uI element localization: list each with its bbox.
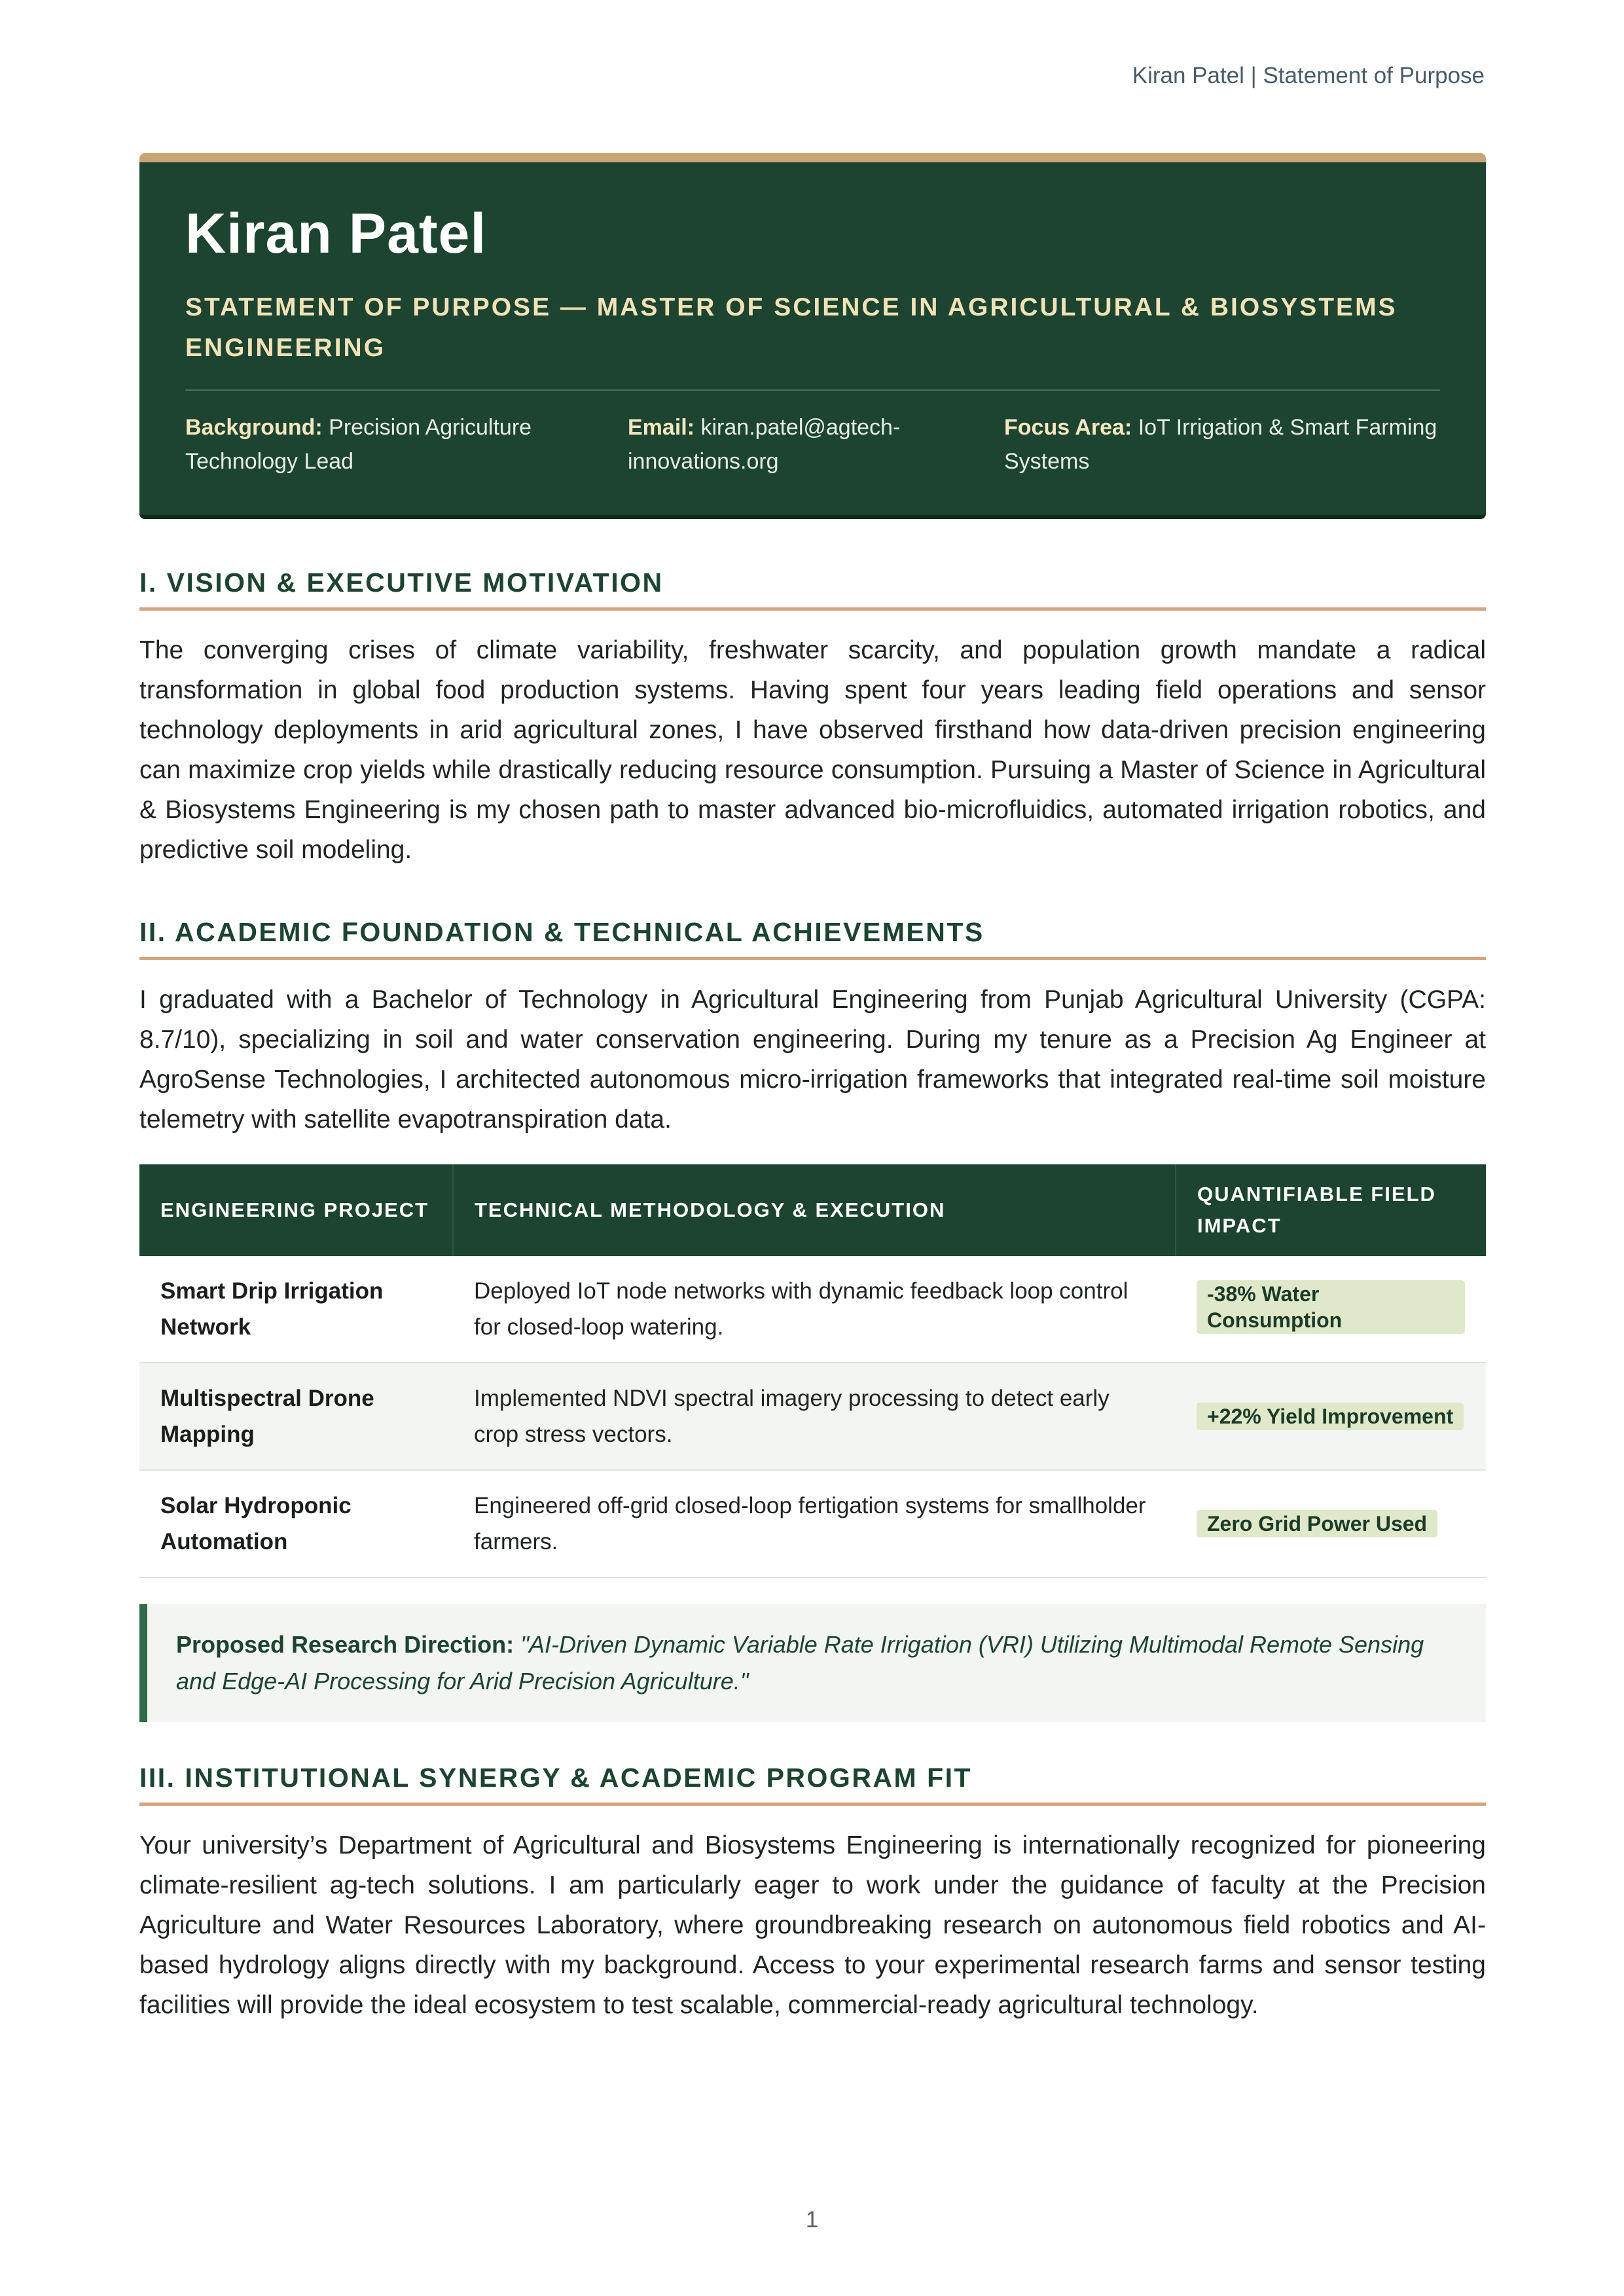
impact-badge: +22% Yield Improvement (1197, 1403, 1464, 1430)
section-heading: I. VISION & EXECUTIVE MOTIVATION (139, 567, 1486, 611)
running-header: Kiran Patel | Statement of Purpose (1132, 63, 1485, 88)
project-name: Smart Drip Irrigation Network (139, 1256, 453, 1363)
header-card (139, 153, 1486, 519)
section-heading: III. INSTITUTIONAL SYNERGY & ACADEMIC PROGRAM FIT (139, 1763, 1486, 1806)
project-name: Solar Hydroponic Automation (139, 1470, 453, 1577)
page-number: 1 (805, 2207, 819, 2233)
impact-badge: Zero Grid Power Used (1197, 1510, 1437, 1537)
meta-value: Precision Agriculture Technology Lead (185, 414, 532, 474)
meta-value: IoT Irrigation & Smart Farming Systems (1004, 414, 1437, 474)
project-method: Deployed IoT node networks with dynamic feedback loop control for closed-loop watering. (453, 1256, 1176, 1363)
project-name: Multispectral Drone Mapping (139, 1363, 453, 1470)
table-header-row (139, 1164, 1486, 1256)
section-body: I graduated with a Bachelor of Technology in Agricultural Engineering from Punjab Agricultural University (CGPA: 8.7/10), specializing in soil and water conservation engineering. During my tenure as a Precision Ag Engineer at AgroSense Technologies, I architected autonomous micro-irrigation frameworks that integrated real-time soil moisture telemetry with satellite evapotranspiration data. (139, 985, 1486, 1134)
meta-label: Background: (185, 414, 323, 440)
column-header: QUANTIFIABLE FIELD IMPACT (1176, 1164, 1486, 1256)
header-meta (185, 410, 1440, 478)
meta-label: Email: (628, 414, 695, 440)
projects-table (139, 1164, 1486, 1578)
project-method: Engineered off-grid closed-loop fertigation systems for smallholder farmers. (453, 1470, 1176, 1577)
meta-background (185, 410, 628, 478)
table-row (139, 1363, 1486, 1470)
email-link[interactable]: kiran.patel@agtech-innovations.org (628, 414, 901, 474)
applicant-name: Kiran Patel (185, 202, 487, 265)
meta-label: Focus Area: (1004, 414, 1132, 440)
project-impact-cell (1176, 1363, 1486, 1470)
table-row (139, 1470, 1486, 1577)
meta-focus-area (1004, 410, 1440, 478)
document-subtitle: STATEMENT OF PURPOSE — MASTER OF SCIENCE IN AGRICULTURAL & BIOSYSTEMS ENGINEERING (185, 293, 1398, 362)
page-content (139, 153, 1486, 2025)
section-heading: II. ACADEMIC FOUNDATION & TECHNICAL ACHIEVEMENTS (139, 917, 1486, 960)
header-divider (185, 389, 1440, 391)
table-row (139, 1256, 1486, 1363)
callout-label: Proposed Research Direction: (176, 1630, 514, 1658)
section-body: The converging crises of climate variability, freshwater scarcity, and population growth mandate a radical transformation in global food production systems. Having spent four years leading field operations and sensor technology deployments in arid agricultural zones, I have observed firsthand how data-driven precision engineering can maximize crop yields while drastically reducing resource consumption. Pursuing a Master of Science in Agricultural & Biosystems Engineering is my chosen path to master advanced bio-microfluidics, automated irrigation robotics, and predictive soil modeling. (139, 636, 1486, 864)
section-body: Your university’s Department of Agricultural and Biosystems Engineering is internationally recognized for pioneering climate-resilient ag-tech solutions. I am particularly eager to work under the guidance of faculty at the Precision Agriculture and Water Resources Laboratory, where groundbreaking research on autonomous field robotics and AI-based hydrology aligns directly with my background. Access to your experimental research farms and sensor testing facilities will provide the ideal ecosystem to test scalable, commercial-ready agricultural technology. (139, 1831, 1486, 2019)
impact-badge: -38% Water Consumption (1197, 1280, 1465, 1334)
callout-text: "AI-Driven Dynamic Variable Rate Irrigation (VRI) Utilizing Multimodal Remote Sensing and Edge-AI Processing for Arid Precision Agriculture." (176, 1630, 1424, 1695)
project-impact-cell (1176, 1256, 1486, 1363)
project-impact-cell (1176, 1470, 1486, 1577)
section-vision (139, 567, 1486, 870)
meta-email (628, 410, 1004, 478)
column-header: TECHNICAL METHODOLOGY & EXECUTION (453, 1164, 1176, 1256)
section-fit (139, 1763, 1486, 2025)
project-method: Implemented NDVI spectral imagery processing to detect early crop stress vectors. (453, 1363, 1176, 1470)
column-header: ENGINEERING PROJECT (139, 1164, 453, 1256)
section-academic (139, 917, 1486, 1722)
research-direction-callout (139, 1604, 1486, 1722)
